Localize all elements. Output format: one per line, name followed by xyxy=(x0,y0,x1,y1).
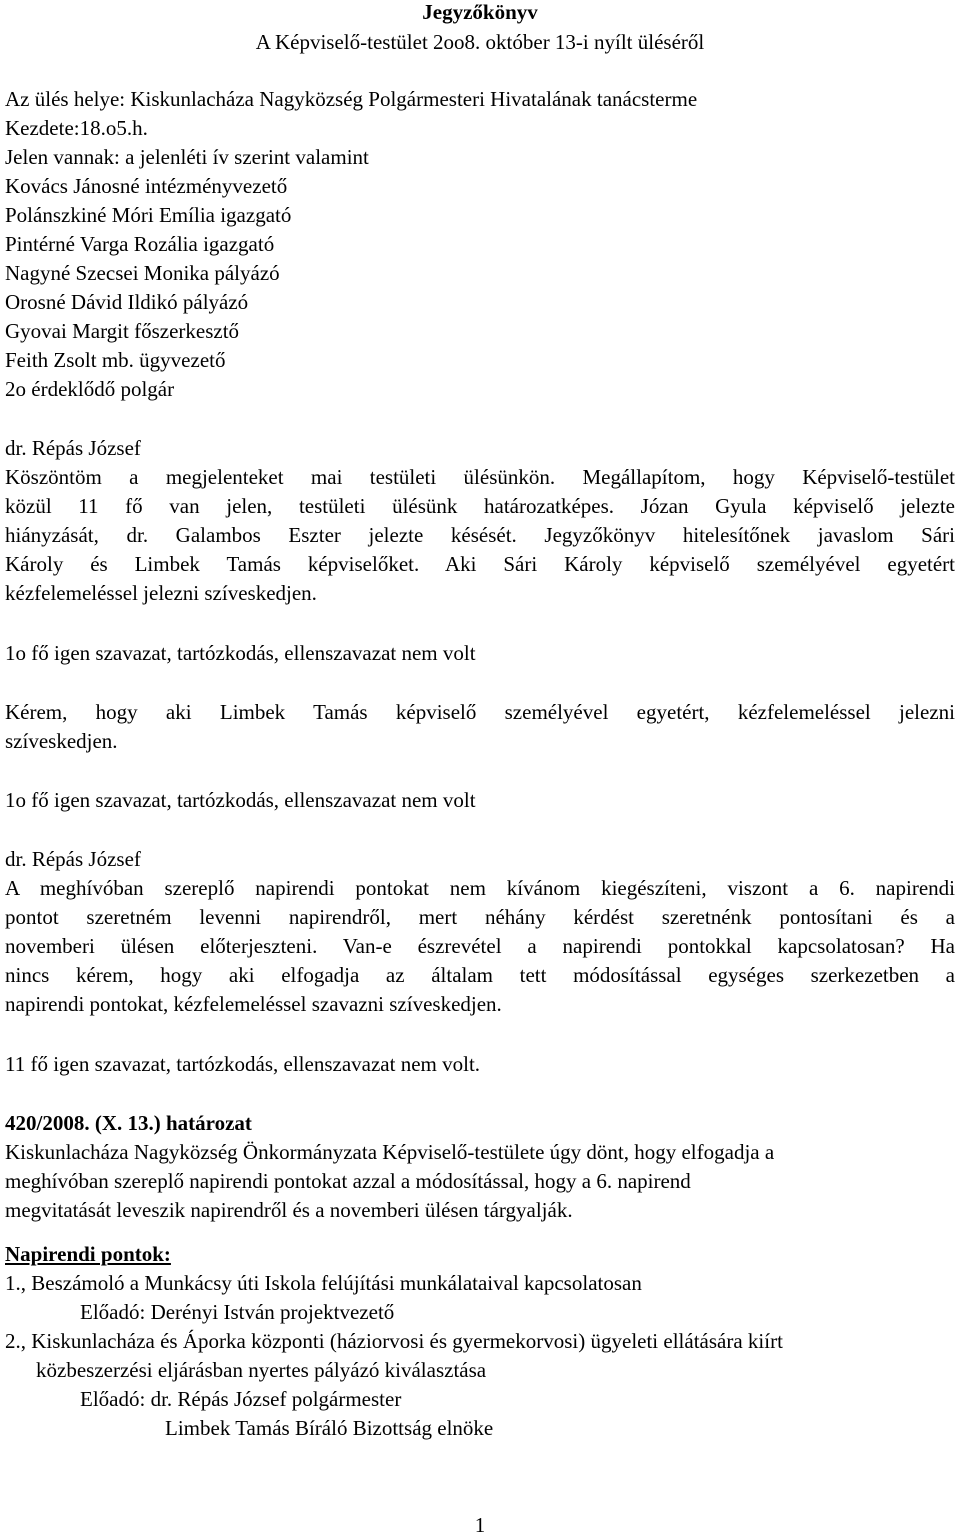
attendee-item: Polánszkiné Móri Emília igazgató xyxy=(5,203,292,227)
meeting-location: Az ülés helye: Kiskunlacháza Nagyközség Polgármesteri Hivatalának tanácsterme xyxy=(5,87,698,111)
agenda-item-presenter: Limbek Tamás Bíráló Bizottság elnöke xyxy=(165,1416,494,1440)
attendee-item: Kovács Jánosné intézményvezető xyxy=(5,174,288,198)
resolution-line: megvitatását leveszik napirendről és a novemberi ülésen tárgyalják. xyxy=(5,1198,573,1222)
attendee-item: Feith Zsolt mb. ügyvezető xyxy=(5,348,226,372)
agenda-item-title: 2., Kiskunlacháza és Áporka központi (háziorvosi és gyermekorvosi) ügyeleti ellátására kiírt xyxy=(5,1329,783,1353)
attendee-item: Orosné Dávid Ildikó pályázó xyxy=(5,290,249,314)
agenda-item-title: 1., Beszámoló a Munkácsy úti Iskola felújítási munkálataival kapcsolatosan xyxy=(5,1271,642,1295)
attendee-item: Pintérné Varga Rozália igazgató xyxy=(5,232,275,256)
vote-result: 11 fő igen szavazat, tartózkodás, ellenszavazat nem volt. xyxy=(5,1052,481,1076)
resolution-line: meghívóban szereplő napirendi pontokat azzal a módosítással, hogy a 6. napirend xyxy=(5,1169,691,1193)
paragraph-line: novemberi ülésen előterjeszteni. Van-e észrevétel a napirendi pontokkal kapcsolatosan? Ha xyxy=(5,934,955,958)
document-title: Jegyzőkönyv xyxy=(422,0,538,24)
paragraph-line: Károly és Limbek Tamás képviselőket. Aki Sári Károly képviselő személyével egyetért xyxy=(5,552,955,576)
resolution-number: 420/2008. (X. 13.) határozat xyxy=(5,1111,252,1135)
agenda-heading: Napirendi pontok: xyxy=(5,1242,171,1266)
resolution-line: Kiskunlacháza Nagyközség Önkormányzata Képviselő-testülete úgy dönt, hogy elfogadja a xyxy=(5,1140,775,1164)
paragraph-line: pontot szeretném levenni napirendről, mert néhány kérdést szeretnénk pontosítani és a xyxy=(5,905,955,929)
page-number: 1 xyxy=(474,1513,486,1537)
attendee-item: 2o érdeklődő polgár xyxy=(5,377,175,401)
meeting-start: Kezdete:18.o5.h. xyxy=(5,116,148,140)
document-subtitle: A Képviselő-testület 2oo8. október 13-i nyílt üléséről xyxy=(255,30,705,54)
paragraph-line: Köszöntöm a megjelenteket mai testületi ülésünkön. Megállapítom, hogy Képviselő-testület xyxy=(5,465,955,489)
speaker-name: dr. Répás József xyxy=(5,847,141,871)
attendee-item: Gyovai Margit főszerkesztő xyxy=(5,319,240,343)
attendee-item: Nagyné Szecsei Monika pályázó xyxy=(5,261,280,285)
paragraph-line: szíveskedjen. xyxy=(5,729,118,753)
agenda-item-presenter: Előadó: dr. Répás József polgármester xyxy=(80,1387,402,1411)
paragraph-line: A meghívóban szereplő napirendi pontokat nem kívánom kiegészíteni, viszont a 6. napirendi xyxy=(5,876,955,900)
paragraph-line: hiányzását, dr. Galambos Eszter jelezte késését. Jegyzőkönyv hitelesítőnek javaslom Sári xyxy=(5,523,955,547)
paragraph-line: kézfelemeléssel jelezni szíveskedjen. xyxy=(5,581,317,605)
paragraph-line: napirendi pontokat, kézfelemeléssel szavazni szíveskedjen. xyxy=(5,992,502,1016)
present-intro: Jelen vannak: a jelenléti ív szerint valamint xyxy=(5,145,369,169)
vote-result: 1o fő igen szavazat, tartózkodás, ellenszavazat nem volt xyxy=(5,641,476,665)
agenda-item-title: közbeszerzési eljárásban nyertes pályázó kiválasztása xyxy=(36,1358,487,1382)
agenda-item-presenter: Előadó: Derényi István projektvezető xyxy=(80,1300,395,1324)
paragraph-line: nincs kérem, hogy aki elfogadja az általam tett módosítással egységes szerkezetben a xyxy=(5,963,955,987)
vote-result: 1o fő igen szavazat, tartózkodás, ellenszavazat nem volt xyxy=(5,788,476,812)
paragraph-line: közül 11 fő van jelen, testületi ülésünk határozatképes. Józan Gyula képviselő jelezte xyxy=(5,494,955,518)
speaker-name: dr. Répás József xyxy=(5,436,141,460)
paragraph-line: Kérem, hogy aki Limbek Tamás képviselő személyével egyetért, kézfelemeléssel jelezni xyxy=(5,700,955,724)
